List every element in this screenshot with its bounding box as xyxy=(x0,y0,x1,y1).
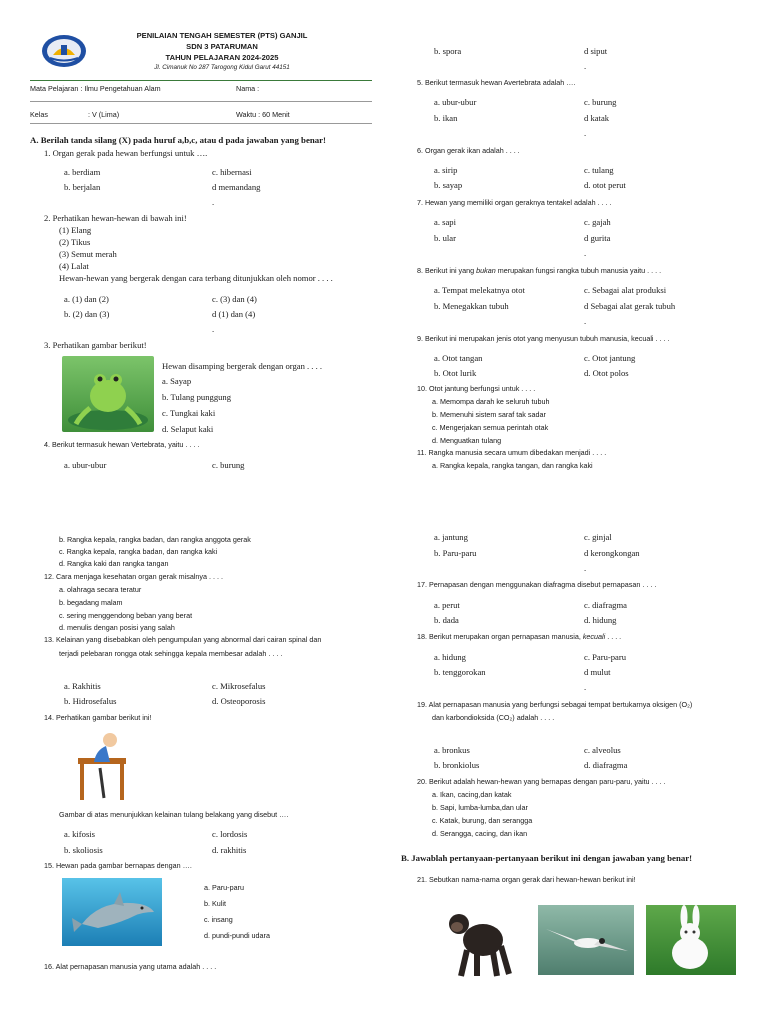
dolphin-image xyxy=(62,878,162,946)
q13-option-b[interactable]: b. Hidrosefalus xyxy=(64,696,117,706)
q18-option-c[interactable]: c. Paru-paru xyxy=(584,652,626,662)
q12-text: 12. Cara menjaga kesehatan organ gerak misalnya . . . . xyxy=(44,572,223,581)
q12-option-a[interactable]: a. olahraga secara teratur xyxy=(59,585,142,594)
filler-dot: . xyxy=(584,61,587,71)
q19-text-1: 19. Alat pernapasan manusia yang berfungsi sebagai tempat bertukarnya oksigen (O₂) xyxy=(417,700,693,709)
q1-text: 1. Organ gerak pada hewan berfungsi untuk …. xyxy=(44,148,208,158)
name-label: Nama : xyxy=(236,84,260,93)
filler-dot: . xyxy=(584,563,587,573)
q6-option-b[interactable]: b. sayap xyxy=(434,180,463,190)
q9-text: 9. Berikut ini merupakan jenis otot yang menyusun tubuh manusia, kecuali . . . . xyxy=(417,334,670,343)
header-year: TAHUN PELAJARAN 2024-2025 xyxy=(165,53,279,62)
q15-option-d[interactable]: d. pundi-pundi udara xyxy=(204,931,270,940)
header-address: Jl. Cimanuk No 287 Tarogong Kidul Garut 44151 xyxy=(154,64,290,71)
q10-option-a[interactable]: a. Memompa darah ke seluruh tubuh xyxy=(432,397,550,406)
q12-option-c[interactable]: c. sering menggendong beban yang berat xyxy=(59,611,193,620)
q18-text-pre: 18. Berikut merupakan organ pernapasan manusia, xyxy=(417,632,583,641)
q7-option-a[interactable]: a. sapi xyxy=(434,217,456,227)
q2-item-2: (2) Tikus xyxy=(59,237,91,247)
class-label: Kelas xyxy=(30,110,48,119)
subject-label: Mata Pelajaran : Ilmu Pengetahuan Alam xyxy=(30,84,161,93)
q20-option-b[interactable]: b. Sapi, lumba-lumba,dan ular xyxy=(432,803,528,812)
filler-dot: . xyxy=(584,128,587,138)
q2-option-d[interactable]: d (1) dan (4) xyxy=(212,309,256,319)
section-b-title: B. Jawablah pertanyaan-pertanyaan berikut ini dengan jawaban yang benar! xyxy=(401,853,693,863)
q13-option-c[interactable]: c. Mikrosefalus xyxy=(212,681,266,691)
q4-option-d[interactable]: d siput xyxy=(584,46,608,56)
q10-option-b[interactable]: b. Memenuhi sistem saraf tak sadar xyxy=(432,410,546,419)
q1-option-b[interactable]: b. berjalan xyxy=(64,182,101,192)
q7-text: 7. Hewan yang memiliki organ geraknya tentakel adalah . . . . xyxy=(417,198,612,207)
q2-option-b[interactable]: b. (2) dan (3) xyxy=(64,309,110,319)
q8-text xyxy=(417,266,661,275)
q2-item-4: (4) Lalat xyxy=(59,261,89,271)
q2-question: Hewan-hewan yang bergerak dengan cara terbang ditunjukkan oleh nomor . . . . xyxy=(59,273,333,283)
q9-option-c[interactable]: c. Otot jantung xyxy=(584,353,636,363)
q8-text-emphasis: bukan xyxy=(476,266,496,275)
q5-option-c[interactable]: c. burung xyxy=(584,97,617,107)
q10-text: 10. Otot jantung berfungsi untuk . . . . xyxy=(417,384,536,393)
q4-text: 4. Berikut termasuk hewan Vertebrata, yaitu . . . . xyxy=(44,440,200,449)
q8-option-d[interactable]: d Sebagai alat gerak tubuh xyxy=(584,301,676,311)
q10-option-c[interactable]: c. Mengerjakan semua perintah otak xyxy=(432,423,549,432)
class-value: : V (Lima) xyxy=(88,110,120,119)
q12-option-d[interactable]: d. menulis dengan posisi yang salah xyxy=(59,623,175,632)
q14-text: 14. Perhatikan gambar berikut ini! xyxy=(44,713,152,722)
q7-option-b[interactable]: b. ular xyxy=(434,233,456,243)
q19-option-d[interactable]: d. diafragma xyxy=(584,760,628,770)
q18-text-emphasis: kecuali xyxy=(582,632,606,641)
q3-option-b[interactable]: b. Tulang punggung xyxy=(162,392,232,402)
info-rule xyxy=(30,101,372,102)
rabbit-image xyxy=(646,905,736,975)
q7-option-c[interactable]: c. gajah xyxy=(584,217,611,227)
q16-option-a[interactable]: a. jantung xyxy=(434,532,468,542)
filler-dot: . xyxy=(584,682,587,692)
q5-option-d[interactable]: d katak xyxy=(584,113,610,123)
q20-option-c[interactable]: c. Katak, burung, dan serangga xyxy=(432,816,533,825)
section-a-title: A. Berilah tanda silang (X) pada huruf a,b,c, atau d pada jawaban yang benar! xyxy=(30,135,326,145)
school-logo xyxy=(40,33,88,69)
q18-option-a[interactable]: a. hidung xyxy=(434,652,466,662)
q13-option-d[interactable]: d. Osteoporosis xyxy=(212,696,266,706)
q20-text: 20. Berikut adalah hewan-hewan yang bernapas dengan paru-paru, yaitu . . . . xyxy=(417,777,666,786)
q15-option-c[interactable]: c. insang xyxy=(204,915,233,924)
q19-option-b[interactable]: b. bronkiolus xyxy=(434,760,480,770)
q2-option-a[interactable]: a. (1) dan (2) xyxy=(64,294,109,304)
filler-dot: . xyxy=(212,324,215,334)
q17-option-b[interactable]: b. dada xyxy=(434,615,459,625)
q14-option-d[interactable]: d. rakhitis xyxy=(212,845,247,855)
q14-option-a[interactable]: a. kifosis xyxy=(64,829,96,839)
q16-text: 16. Alat pernapasan manusia yang utama adalah . . . . xyxy=(44,962,217,971)
q6-text: 6. Organ gerak ikan adalah . . . . xyxy=(417,146,520,155)
q10-option-d[interactable]: d. Menguatkan tulang xyxy=(432,436,502,445)
q6-option-d[interactable]: d. otot perut xyxy=(584,180,626,190)
q2-item-1: (1) Elang xyxy=(59,225,92,235)
q21-text: 21. Sebutkan nama-nama organ gerak dari hewan-hewan berikut ini! xyxy=(417,875,636,884)
q16-option-d[interactable]: d kerongkongan xyxy=(584,548,640,558)
q3-option-d[interactable]: d. Selaput kaki xyxy=(162,424,214,434)
q19-option-a[interactable]: a. bronkus xyxy=(434,745,470,755)
q1-option-a[interactable]: a. berdiam xyxy=(64,167,101,177)
header-title: PENILAIAN TENGAH SEMESTER (PTS) GANJIL xyxy=(136,31,308,40)
q13-option-a[interactable]: a. Rakhitis xyxy=(64,681,101,691)
q15-text: 15. Hewan pada gambar bernapas dengan …. xyxy=(44,861,192,870)
q13-text-1: 13. Kelainan yang disebabkan oleh pengumpulan yang abnormal dari cairan spinal dan xyxy=(44,635,322,644)
q3-option-a[interactable]: a. Sayap xyxy=(162,376,192,386)
q15-option-b[interactable]: b. Kulit xyxy=(204,899,226,908)
q1-option-c[interactable]: c. hibernasi xyxy=(212,167,252,177)
q18-text xyxy=(417,632,621,641)
q17-option-d[interactable]: d. hidung xyxy=(584,615,617,625)
q3-question: Hewan disamping bergerak dengan organ . . . . xyxy=(162,361,323,371)
q13-text-2: terjadi pelebaran rongga otak sehingga kepala membesar adalah . . . . xyxy=(59,649,283,658)
q12-option-b[interactable]: b. begadang malam xyxy=(59,598,123,607)
q11-text: 11. Rangka manusia secara umum dibedakan menjadi . . . . xyxy=(417,448,607,457)
q2-item-3: (3) Semut merah xyxy=(59,249,117,259)
q7-option-d[interactable]: d gurita xyxy=(584,233,611,243)
q8-text-post: merupakan fungsi rangka tubuh manusia yaitu . . . . xyxy=(495,266,662,275)
q3-option-c[interactable]: c. Tungkai kaki xyxy=(162,408,216,418)
info-rule-2 xyxy=(30,123,372,124)
q16-option-b[interactable]: b. Paru-paru xyxy=(434,548,477,558)
q17-option-a[interactable]: a. perut xyxy=(434,600,460,610)
q8-text-pre: 8. Berikut ini yang xyxy=(417,266,477,275)
q8-option-c[interactable]: c. Sebagai alat produksi xyxy=(584,285,667,295)
q2-text: 2. Perhatikan hewan-hewan di bawah ini! xyxy=(44,213,187,223)
q16-option-c[interactable]: c. ginjal xyxy=(584,532,612,542)
q11-option-b[interactable]: b. Rangka kepala, rangka badan, dan rangka anggota gerak xyxy=(59,535,251,544)
q14-option-c[interactable]: c. lordosis xyxy=(212,829,248,839)
q6-option-c[interactable]: c. tulang xyxy=(584,165,614,175)
q9-option-d[interactable]: d. Otot polos xyxy=(584,368,629,378)
q14-question: Gambar di atas menunjukkan kelainan tulang belakang yang disebut …. xyxy=(59,810,289,819)
kyphosis-image xyxy=(70,728,140,804)
q20-option-d[interactable]: d. Serangga, cacing, dan ikan xyxy=(432,829,528,838)
q9-option-a[interactable]: a. Otot tangan xyxy=(434,353,483,363)
q15-option-a[interactable]: a. Paru-paru xyxy=(204,883,244,892)
q5-option-a[interactable]: a. ubur-ubur xyxy=(434,97,477,107)
q4-option-c[interactable]: c. burung xyxy=(212,460,245,470)
q2-option-c[interactable]: c. (3) dan (4) xyxy=(212,294,257,304)
header-school: SDN 3 PATARUMAN xyxy=(186,42,258,51)
bird-image xyxy=(538,905,634,975)
q8-option-b[interactable]: b. Menegakkan tubuh xyxy=(434,301,509,311)
q17-text: 17. Pernapasan dengan menggunakan diafragma disebut pernapasan . . . . xyxy=(417,580,657,589)
q9-option-b[interactable]: b. Otot lurik xyxy=(434,368,477,378)
q1-option-d[interactable]: d memandang xyxy=(212,182,261,192)
time-label: Waktu : 60 Menit xyxy=(236,110,290,119)
q18-option-d[interactable]: d mulut xyxy=(584,667,611,677)
frog-image xyxy=(62,356,154,432)
filler-dot: . xyxy=(212,197,215,207)
header-rule xyxy=(30,80,372,81)
filler-dot: . xyxy=(584,248,587,258)
q5-text: 5. Berikut termasuk hewan Avertebrata adalah …. xyxy=(417,78,576,87)
chimpanzee-image xyxy=(437,902,521,978)
q18-text-post: . . . . xyxy=(605,632,622,641)
q20-option-a[interactable]: a. Ikan, cacing,dan katak xyxy=(432,790,512,799)
q4-option-b[interactable]: b. spora xyxy=(434,46,462,56)
q11-option-a[interactable]: a. Rangka kepala, rangka tangan, dan rangka kaki xyxy=(432,461,593,470)
q4-option-a[interactable]: a. ubur-ubur xyxy=(64,460,107,470)
q3-text: 3. Perhatikan gambar berikut! xyxy=(44,340,147,350)
q6-option-a[interactable]: a. sirip xyxy=(434,165,458,175)
q17-option-c[interactable]: c. diafragma xyxy=(584,600,627,610)
q11-option-d[interactable]: d. Rangka kaki dan rangka tangan xyxy=(59,559,169,568)
filler-dot: . xyxy=(584,316,587,326)
q19-text-2: dan karbondioksida (CO₂) adalah . . . . xyxy=(432,713,555,722)
q18-option-b[interactable]: b. tenggorokan xyxy=(434,667,486,677)
q5-option-b[interactable]: b. ikan xyxy=(434,113,458,123)
q19-option-c[interactable]: c. alveolus xyxy=(584,745,621,755)
q8-option-a[interactable]: a. Tempat melekatnya otot xyxy=(434,285,525,295)
q14-option-b[interactable]: b. skoliosis xyxy=(64,845,103,855)
q11-option-c[interactable]: c. Rangka kepala, rangka badan, dan rangka kaki xyxy=(59,547,218,556)
